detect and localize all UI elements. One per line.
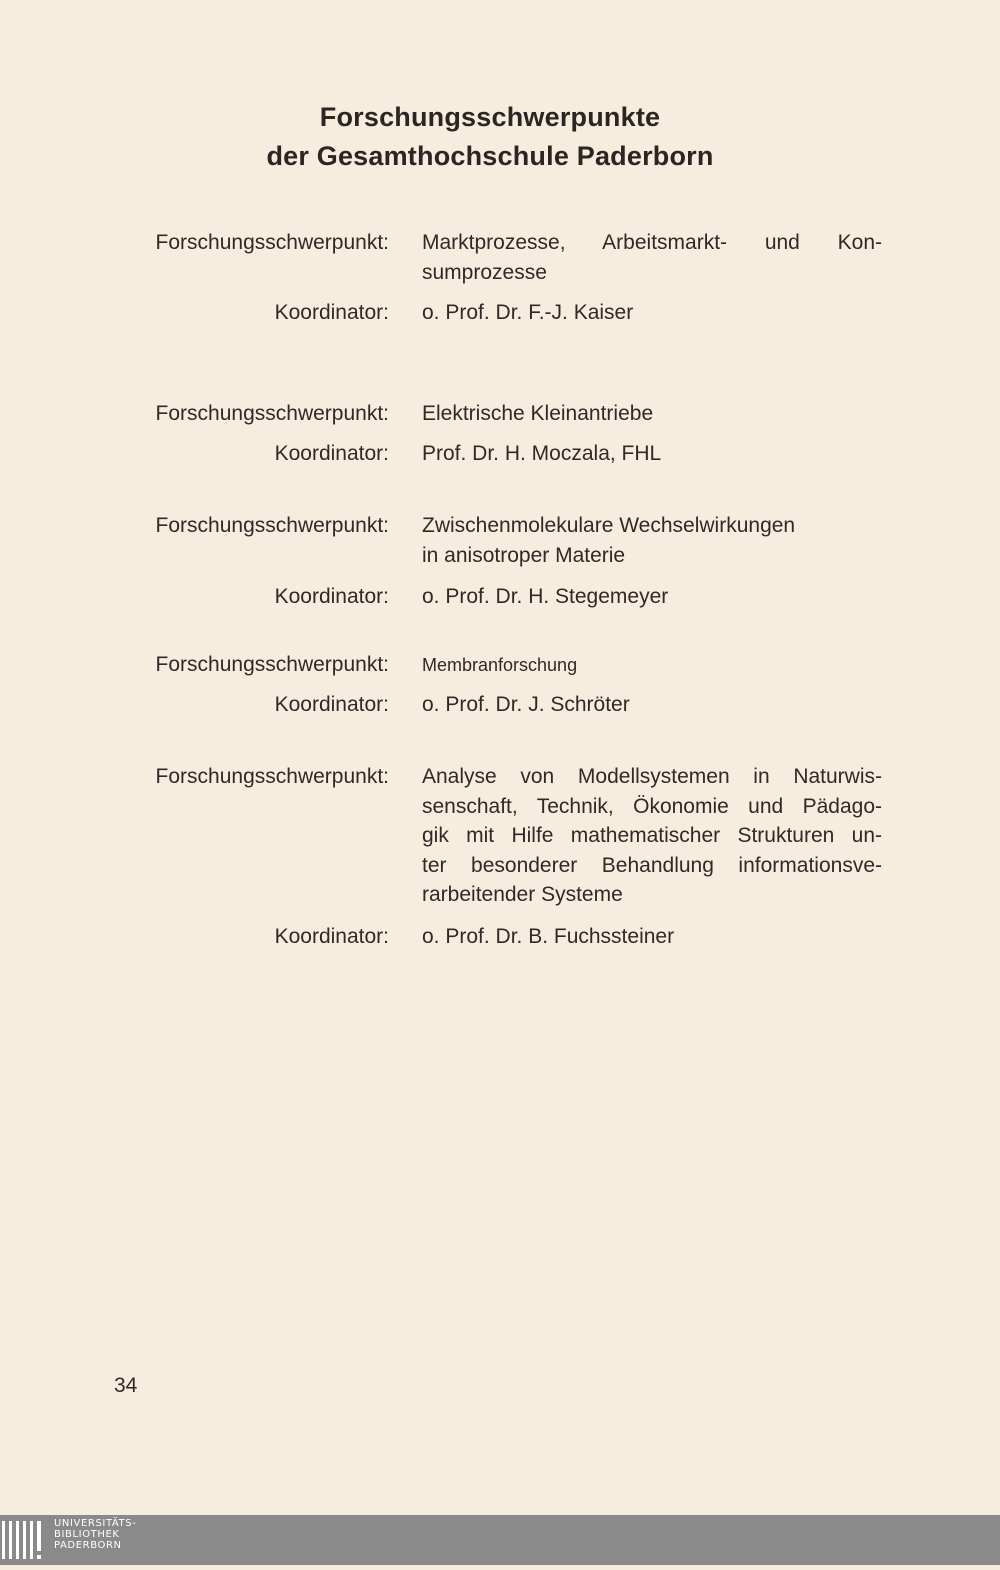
coordinator-value: o. Prof. Dr. F.-J. Kaiser — [422, 301, 634, 324]
focus-label: Forschungsschwerpunkt: — [155, 402, 389, 425]
coordinator-value: o. Prof. Dr. J. Schröter — [422, 693, 630, 716]
coordinator-label: Koordinator: — [274, 301, 389, 324]
focus-label: Forschungsschwerpunkt: — [155, 231, 389, 254]
focus-line: Marktprozesse, Arbeitsmarkt- und Kon- — [422, 231, 882, 254]
focus-value — [422, 399, 882, 429]
focus-line: Analyse von Modellsystemen in Naturwis- — [422, 765, 882, 788]
focus-line: gik mit Hilfe mathematischer Strukturen un- — [422, 824, 882, 847]
page-title-line-1: Forschungsschwerpunkte — [319, 102, 661, 132]
focus-line: ter besonderer Behandlung informationsve- — [422, 853, 882, 877]
focus-value — [422, 762, 882, 910]
logo-line: UNIVERSITÄTS- — [54, 1518, 137, 1529]
focus-line: sumprozesse — [422, 260, 547, 284]
library-footer-bar — [0, 1515, 1000, 1565]
logo-line: PADERBORN — [54, 1540, 122, 1551]
coordinator-value: Prof. Dr. H. Moczala, FHL — [422, 442, 662, 465]
focus-line: Zwischenmolekulare Wechselwirkungen — [422, 514, 796, 537]
page-number: 34 — [114, 1374, 138, 1397]
library-logo-text — [54, 1518, 136, 1551]
library-logo-icon — [0, 1515, 50, 1565]
focus-line: Membranforschung — [422, 655, 578, 675]
focus-label: Forschungsschwerpunkt: — [155, 514, 389, 537]
focus-value — [422, 651, 882, 681]
focus-line: senschaft, Technik, Ökonomie und Pädago- — [422, 794, 882, 818]
coordinator-label: Koordinator: — [274, 925, 389, 948]
page-title-line-2: der Gesamthochschule Paderborn — [266, 141, 714, 171]
library-logo — [0, 1515, 150, 1565]
logo-line: BIBLIOTHEK — [54, 1529, 120, 1540]
focus-line: rarbeitender Systeme — [422, 883, 623, 906]
coordinator-value: o. Prof. Dr. H. Stegemeyer — [422, 585, 669, 608]
coordinator-label: Koordinator: — [274, 693, 389, 716]
focus-line: in anisotroper Materie — [422, 543, 626, 567]
focus-value — [422, 228, 882, 287]
coordinator-label: Koordinator: — [274, 585, 389, 608]
focus-label: Forschungsschwerpunkt: — [155, 653, 389, 676]
coordinator-value: o. Prof. Dr. B. Fuchssteiner — [422, 925, 675, 948]
focus-value — [422, 511, 882, 570]
coordinator-label: Koordinator: — [274, 442, 389, 465]
focus-line: Elektrische Kleinantriebe — [422, 402, 654, 425]
focus-label: Forschungsschwerpunkt: — [155, 765, 389, 788]
